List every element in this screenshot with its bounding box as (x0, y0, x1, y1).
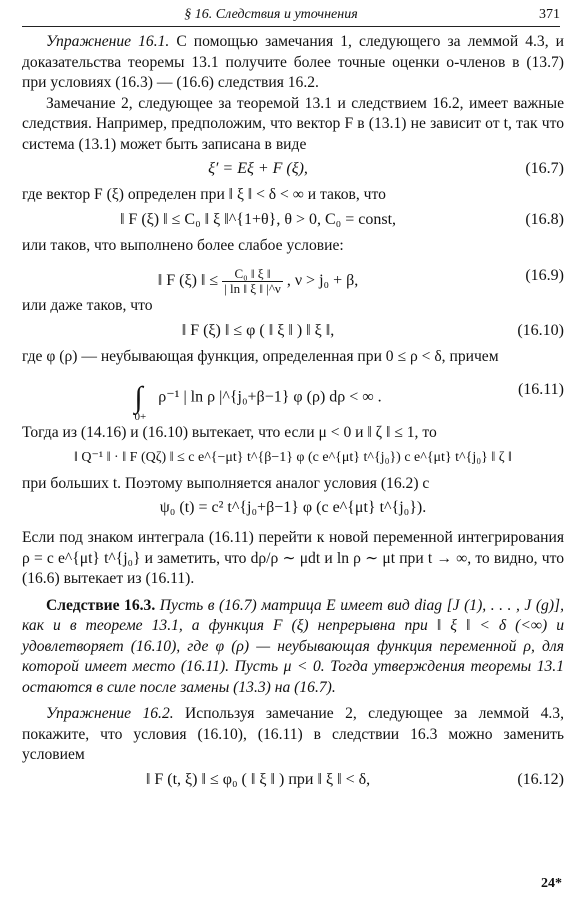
corollary-text: Пусть в (16.7) матрица E имеет вид diag [J (1), . . . , J (g)], как и в теореме 13.1, а функция F (ξ) непрерывна при ‖ ξ ‖ < δ (<∞) и удовлетворяет (16.10), где φ (ρ) — неубывающая функция переменной ρ, для которой имеет место (16.11). Пусть μ < 0. Тогда утверждения теоремы 13.1 остаются в силе после замены (13.3) на (16.7). (22, 596, 564, 696)
equation-number: (16.11) (517, 381, 564, 398)
paragraph-weaker-condition: или таков, что выполнено более слабое условие: (22, 236, 344, 254)
exercise-text: Используя замечание 2, следующее за леммой 4.3, покажите, что условия (16.10), (16.11) в следствии 16.3 можно заменить условием (22, 705, 564, 763)
running-header (22, 4, 560, 27)
exercise-text: С помощью замечания 1, следующего за леммой 4.3, и доказательства теоремы 13.1 получите более точные оценки o-членов в (13.7) при условиях (16.3) — (16.6) следствия 16.2. (22, 33, 565, 91)
equation-number: (16.10) (517, 321, 564, 339)
equation-16-7 (22, 155, 564, 185)
signature-mark: 24* (541, 876, 562, 891)
equation-formula: ‖ F (t, ξ) ‖ ≤ φ₀ ( ‖ ξ ‖ ) при ‖ ξ ‖ < δ, (145, 770, 371, 788)
corollary-label: Следствие 16.3. (46, 596, 156, 614)
equation-formula: ξ′ = Eξ + F (ξ), (208, 160, 308, 177)
exercise-16-1 (22, 32, 564, 94)
equation-formula: ‖ Q⁻¹ ‖ · ‖ F (Qζ) ‖ ≤ c e^{−μt} t^{β−1} φ (c e^{μt} t^{j₀}) c e^{μt} t^{j₀} ‖ ζ ‖ (74, 449, 512, 465)
fraction-denominator: | ln ‖ ξ ‖ |^ν (224, 281, 281, 296)
paragraph-large-t: при больших t. Поэтому выполняется аналог условия (16.2) с (22, 474, 430, 492)
equation-formula: ‖ F (ξ) ‖ ≤ C₀ ‖ ξ ‖^{1+θ}, θ > 0, C₀ = const, (119, 210, 397, 228)
equation-number: (16.8) (525, 210, 564, 228)
paragraph-then: Тогда из (14.16) и (16.10) вытекает, что если μ < 0 и ‖ ζ ‖ ≤ 1, то (22, 424, 437, 441)
paragraph-where-phi: где φ (ρ) — неубывающая функция, определенная при 0 ≤ ρ < δ, причем (22, 347, 499, 365)
equation-16-8 (22, 206, 564, 236)
exercise-16-2 (22, 704, 564, 766)
equation-number: (16.9) (525, 267, 564, 284)
equation-number: (16.12) (517, 770, 564, 788)
corollary-16-3 (22, 596, 564, 699)
remark-paragraph: Замечание 2, следующее за теоремой 13.1 и следствием 16.2, имеет важные следствия. Например, предположим, что вектор F в (13.1) не зависит от t, так что система (13.1) может быть записана в виде (22, 94, 564, 153)
integral-sign: ∫ (134, 381, 143, 414)
equation-16-10 (22, 317, 564, 347)
paragraph-where-vector: где вектор F (ξ) определен при ‖ ξ ‖ < δ < ∞ и таков, что (22, 186, 386, 203)
equation-formula: ψ₀ (t) = c² t^{j₀+β−1} φ (c e^{μt} t^{j₀}). (159, 499, 427, 516)
equation-psi (22, 494, 564, 524)
integral-lower-limit: 0+ (134, 410, 147, 423)
equation-number: (16.7) (525, 160, 564, 177)
equation-16-11 (22, 367, 564, 423)
exercise-label: Упражнение 16.2. (46, 705, 174, 722)
integrand: ρ⁻¹ | ln ρ |^{j₀+β−1} φ (ρ) dρ < ∞ . (158, 388, 382, 406)
equation-rhs: , ν > j₀ + β, (286, 272, 359, 290)
fraction-numerator: C₀ ‖ ξ ‖ (222, 267, 283, 282)
equation-lhs: ‖ F (ξ) ‖ ≤ (157, 272, 219, 290)
equation-formula (22, 267, 494, 296)
equation-16-9 (22, 256, 564, 296)
paragraph-or-even: или даже таков, что (22, 297, 153, 314)
page-body (22, 32, 564, 796)
equation-q-estimate (22, 444, 564, 474)
page-number: 371 (539, 7, 560, 22)
equation-formula: ‖ F (ξ) ‖ ≤ φ ( ‖ ξ ‖ ) ‖ ξ ‖, (181, 321, 335, 339)
section-title: § 16. Следствия и уточнения (184, 7, 358, 22)
equation-16-12 (22, 766, 564, 796)
fraction (222, 267, 283, 296)
equation-formula (22, 381, 494, 423)
paragraph-substitution: Если под знаком интеграла (16.11) перейти к новой переменной интегрирования ρ = c e^{μt} t^{j₀} и заметить, что dρ/ρ ∼ μdt и ln ρ ∼ μt при t → ∞, то видно, что (16.6) вытекает из (16.11). (22, 529, 564, 587)
exercise-label: Упражнение 16.1. (46, 33, 170, 50)
